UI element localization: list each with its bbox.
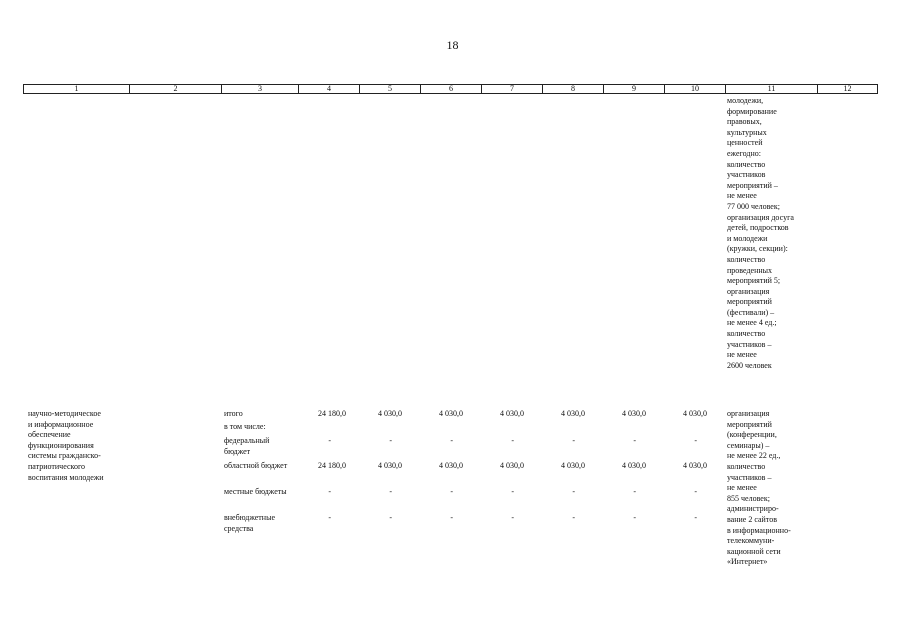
text-line: количество — [727, 329, 766, 339]
value-cell: 24 180,0 — [318, 409, 346, 418]
text-line: проведенных — [727, 265, 773, 275]
text-line: молодежи, — [727, 96, 764, 105]
text-line: не менее 22 ед., — [727, 451, 781, 461]
value-cell: - — [633, 487, 636, 496]
value-cell: - — [511, 436, 514, 445]
value-cell: - — [328, 487, 331, 496]
text-line: 855 человек; — [727, 493, 770, 503]
text-line: организация — [727, 409, 770, 418]
text-line: не менее 4 ед.; — [727, 318, 777, 328]
text-line: воспитания молодежи — [28, 472, 104, 482]
column-number: 3 — [222, 85, 299, 94]
column-number: 11 — [726, 85, 818, 94]
value-cell: 4 030,0 — [622, 409, 646, 418]
text-line: функционирования — [28, 440, 94, 450]
text-line: (фестивали) – — [727, 307, 775, 317]
text-line: 2600 человек — [727, 360, 772, 370]
text-line: культурных — [727, 127, 767, 137]
value-cell: - — [328, 513, 331, 522]
value-cell: - — [572, 513, 575, 522]
value-cell: - — [511, 487, 514, 496]
column-number: 2 — [130, 85, 222, 94]
funding-label-federal: федеральный бюджет — [224, 436, 270, 456]
text-line: не менее — [727, 350, 757, 360]
value-cell: 4 030,0 — [439, 461, 463, 470]
value-cell: 4 030,0 — [683, 409, 707, 418]
column-number: 7 — [482, 85, 543, 94]
column-number: 9 — [604, 85, 665, 94]
value-cell: - — [389, 487, 392, 496]
text-line: администриро- — [727, 504, 779, 514]
value-cell: - — [450, 436, 453, 445]
page-number: 18 — [446, 38, 459, 52]
text-line: участников – — [727, 339, 772, 349]
activity-name — [28, 409, 138, 483]
value-cell: 4 030,0 — [378, 409, 402, 418]
column-number: 10 — [665, 85, 726, 94]
text-line: количество — [727, 254, 766, 264]
value-cell: - — [450, 513, 453, 522]
column-number: 5 — [360, 85, 421, 94]
value-cell: - — [694, 487, 697, 496]
text-line: семинары) – — [727, 440, 770, 450]
text-line: ежегодно: — [727, 148, 761, 158]
value-cell: 4 030,0 — [378, 461, 402, 470]
text-line: вание 2 сайтов — [727, 514, 777, 524]
value-cell: 24 180,0 — [318, 461, 346, 470]
funding-label-including: в том числе: — [224, 422, 266, 431]
value-cell: 4 030,0 — [439, 409, 463, 418]
funding-label-extrabudget: внебюджетные средства — [224, 513, 275, 533]
result-text — [727, 409, 817, 568]
value-cell: - — [694, 513, 697, 522]
table-column-numbers — [23, 84, 878, 94]
value-cell: 4 030,0 — [500, 461, 524, 470]
column-number: 6 — [421, 85, 482, 94]
value-cell: 4 030,0 — [500, 409, 524, 418]
text-line: «Интернет» — [727, 557, 768, 567]
text-line: обеспечение — [28, 430, 71, 440]
funding-label-regional: областной бюджет — [224, 461, 288, 470]
value-cell: 4 030,0 — [561, 461, 585, 470]
column-number: 4 — [299, 85, 360, 94]
text-line: количество — [727, 461, 766, 471]
text-line: (конференции, — [727, 430, 777, 440]
text-line: и информационное — [28, 419, 94, 429]
text-line: патриотического — [28, 461, 86, 471]
text-line: научно-методическое — [28, 409, 101, 418]
value-cell: - — [633, 436, 636, 445]
value-cell: 4 030,0 — [622, 461, 646, 470]
value-cell: - — [572, 436, 575, 445]
value-cell: - — [328, 436, 331, 445]
text-line: детей, подростков — [727, 223, 789, 233]
funding-label-total: итого — [224, 409, 243, 418]
text-line: мероприятий — [727, 297, 772, 307]
text-line: организация — [727, 286, 770, 296]
text-line: ценностей — [727, 138, 763, 148]
text-line: телекоммуни- — [727, 536, 775, 546]
text-line: в информационно- — [727, 525, 791, 535]
column-number: 1 — [24, 85, 130, 94]
text-line: не менее — [727, 191, 757, 201]
column-number: 12 — [818, 85, 878, 94]
text-line: участников — [727, 170, 766, 180]
text-line: мероприятий – — [727, 180, 778, 190]
value-cell: 4 030,0 — [683, 461, 707, 470]
text-line: формирование — [727, 106, 777, 116]
text-line: участников – — [727, 472, 772, 482]
value-cell: - — [511, 513, 514, 522]
text-line: кационной сети — [727, 546, 781, 556]
text-line: правовых, — [727, 117, 762, 127]
value-cell: - — [389, 436, 392, 445]
column-number: 8 — [543, 85, 604, 94]
text-line: (кружки, секции): — [727, 244, 788, 254]
value-cell: - — [389, 513, 392, 522]
funding-label-local: местные бюджеты — [224, 487, 287, 496]
text-line: количество — [727, 159, 766, 169]
text-line: организация досуга — [727, 212, 794, 222]
text-line: системы гражданско- — [28, 451, 101, 461]
value-cell: - — [633, 513, 636, 522]
continued-result-text — [727, 96, 817, 371]
value-cell: 4 030,0 — [561, 409, 585, 418]
value-cell: - — [694, 436, 697, 445]
text-line: 77 000 человек; — [727, 201, 780, 211]
text-line: мероприятий 5; — [727, 276, 781, 286]
text-line: не менее — [727, 483, 757, 493]
text-line: и молодежи — [727, 233, 768, 243]
text-line: мероприятий — [727, 419, 772, 429]
value-cell: - — [572, 487, 575, 496]
value-cell: - — [450, 487, 453, 496]
